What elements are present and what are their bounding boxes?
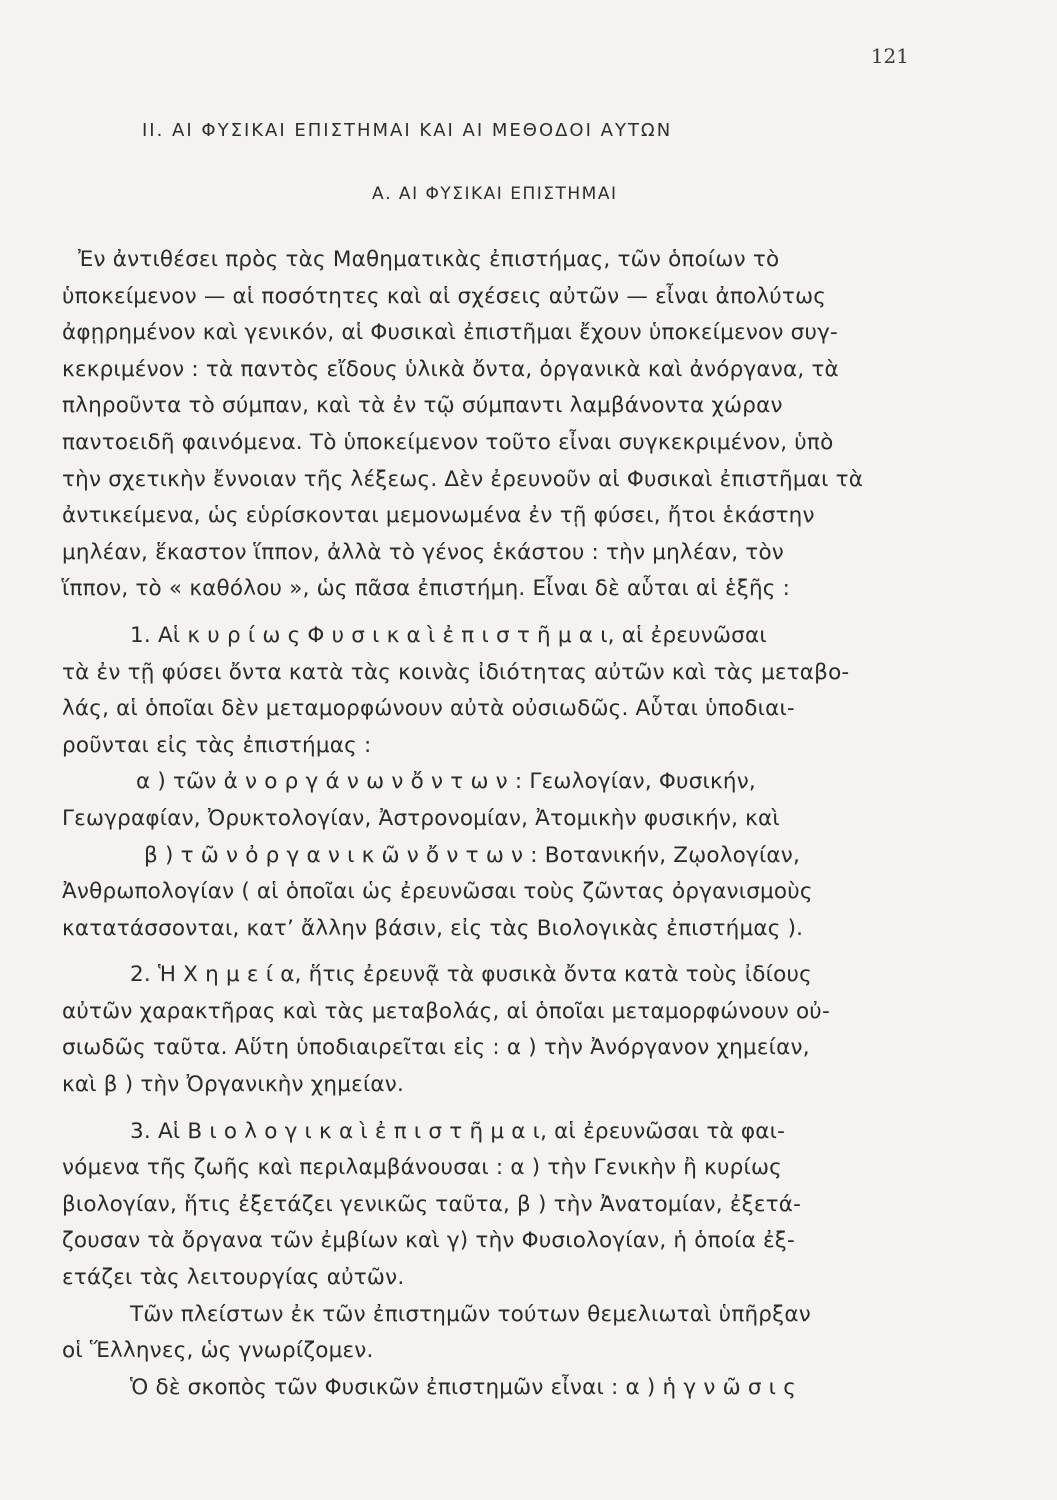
text-line: Ἀνθρωπολογίαν ( αἱ ὁποῖαι ὡς ἐρευνῶσαι τοὺς ζῶντας ὀργανισμοὺς [62, 879, 813, 905]
text-line: παντοειδῆ φαινόμενα. Τὸ ὑποκείμενον τοῦτο εἶναι συγκεκριμένον, ὑπὸ [62, 429, 834, 455]
list-item-heading: 2. Ἡ Χ η μ ε ί α, ἥτις ἐρευνᾷ τὰ φυσικὰ ὄντα κατὰ τοὺς ἰδίους [130, 962, 812, 988]
text-line: οἱ Ἕλληνες, ὡς γνωρίζομεν. [62, 1338, 374, 1364]
text-line: ζουσαν τὰ ὄργανα τῶν ἐμβίων καὶ γ) τὴν Φυσιολογίαν, ἡ ὁποία ἐξ- [62, 1228, 795, 1254]
text-line: Ἐν ἀντιθέσει πρὸς τὰς Μαθηματικὰς ἐπιστήμας, τῶν ὁποίων τὸ [78, 247, 780, 272]
text-line: ἀφῃρημένον καὶ γενικόν, αἱ Φυσικαὶ ἐπιστῆμαι ἔχουν ὑποκείμενον συγ- [62, 320, 838, 346]
list-item-heading: 1. Αἱ κ υ ρ ί ω ς Φ υ σ ι κ α ὶ ἐ π ι σ τ ῆ μ α ι, αἱ ἐρευνῶσαι [130, 622, 767, 648]
text-line: ετάζει τὰς λειτουργίας αὐτῶν. [62, 1265, 405, 1291]
list-item-heading: 3. Αἱ Β ι ο λ ο γ ι κ α ὶ ἐ π ι σ τ ῆ μ α ι, αἱ ἐρευνῶσαι τὰ φαι- [130, 1118, 786, 1144]
text-line: Ὁ δὲ σκοπὸς τῶν Φυσικῶν ἐπιστημῶν εἶναι : α ) ἡ γ ν ῶ σ ι ς [130, 1374, 797, 1400]
body-text [62, 242, 942, 1406]
text-line: σιωδῶς ταῦτα. Αὕτη ὑποδιαιρεῖται εἰς : α ) τὴν Ἀνόργανον χημείαν, [62, 1035, 810, 1061]
text-line: μηλέαν, ἕκαστον ἵππον, ἀλλὰ τὸ γένος ἑκάστου : τὴν μηλέαν, τὸν [62, 539, 785, 565]
text-line: πληροῦντα τὸ σύμπαν, καὶ τὰ ἐν τῷ σύμπαντι λαμβάνοντα χώραν [62, 393, 783, 419]
text-line: νόμενα τῆς ζωῆς καὶ περιλαμβάνουσαι : α ) τὴν Γενικὴν ἢ κυρίως [62, 1155, 782, 1181]
text-line: ὑποκείμενον — αἱ ποσότητες καὶ αἱ σχέσεις αὐτῶν — εἶναι ἀπολύτως [62, 283, 827, 309]
text-line: βιολογίαν, ἥτις ἐξετάζει γενικῶς ταῦτα, β ) τὴν Ἀνατομίαν, ἐξετά- [62, 1191, 802, 1217]
text-line: κατατάσσονται, κατ’ ἄλλην βάσιν, εἰς τὰς Βιολογικὰς ἐπιστήμας ). [62, 915, 804, 941]
page-number: 121 [870, 44, 909, 68]
text-line: τὰ ἐν τῇ φύσει ὄντα κατὰ τὰς κοινὰς ἰδιότητας αὐτῶν καὶ τὰς μεταβο- [62, 659, 850, 685]
chapter-heading: II. ΑΙ ΦΥΣΙΚΑΙ ΕΠΙΣΤΗΜΑΙ ΚΑΙ ΑΙ ΜΕΘΟΔΟΙ ΑΥΤΩΝ [142, 120, 673, 141]
text-line: λάς, αἱ ὁποῖαι δὲν μεταμορφώνουν αὐτὰ οὐσιωδῶς. Αὗται ὑποδιαι- [62, 696, 795, 722]
section-subheading: Α. ΑΙ ΦΥΣΙΚΑΙ ΕΠΙΣΤΗΜΑΙ [372, 184, 618, 204]
text-line: καὶ β ) τὴν Ὀργανικὴν χημείαν. [62, 1072, 405, 1098]
text-line: κεκριμένον : τὰ παντὸς εἴδους ὑλικὰ ὄντα, ὀργανικὰ καὶ ἀνόργανα, τὰ [62, 356, 839, 382]
text-line: Γεωγραφίαν, Ὀρυκτολογίαν, Ἀστρονομίαν, Ἀτομικὴν φυσικήν, καὶ [62, 805, 780, 831]
list-subitem: α ) τῶν ἀ ν ο ρ γ ά ν ω ν ὄ ν τ ω ν : Γεωλογίαν, Φυσικήν, [136, 769, 756, 795]
text-line: ἀντικείμενα, ὡς εὑρίσκονται μεμονωμένα ἐν τῇ φύσει, ἤτοι ἑκάστην [62, 503, 815, 529]
list-subitem: β ) τ ῶ ν ὀ ρ γ α ν ι κ ῶ ν ὄ ν τ ω ν : Βοτανικήν, Ζῳολογίαν, [144, 842, 801, 868]
text-line: τὴν σχετικὴν ἔννοιαν τῆς λέξεως. Δὲν ἐρευνοῦν αἱ Φυσικαὶ ἐπιστῆμαι τὰ [62, 466, 864, 492]
text-line: ἵππον, τὸ « καθόλου », ὡς πᾶσα ἐπιστήμη. Εἶναι δὲ αὗται αἱ ἑξῆς : [62, 576, 791, 602]
text-line: ροῦνται εἰς τὰς ἐπιστήμας : [62, 732, 372, 758]
text-line: Τῶν πλείστων ἐκ τῶν ἐπιστημῶν τούτων θεμελιωταὶ ὑπῆρξαν [130, 1301, 811, 1327]
text-line: αὐτῶν χαρακτῆρας καὶ τὰς μεταβολάς, αἱ ὁποῖαι μεταμορφώνουν οὐ- [62, 998, 830, 1024]
